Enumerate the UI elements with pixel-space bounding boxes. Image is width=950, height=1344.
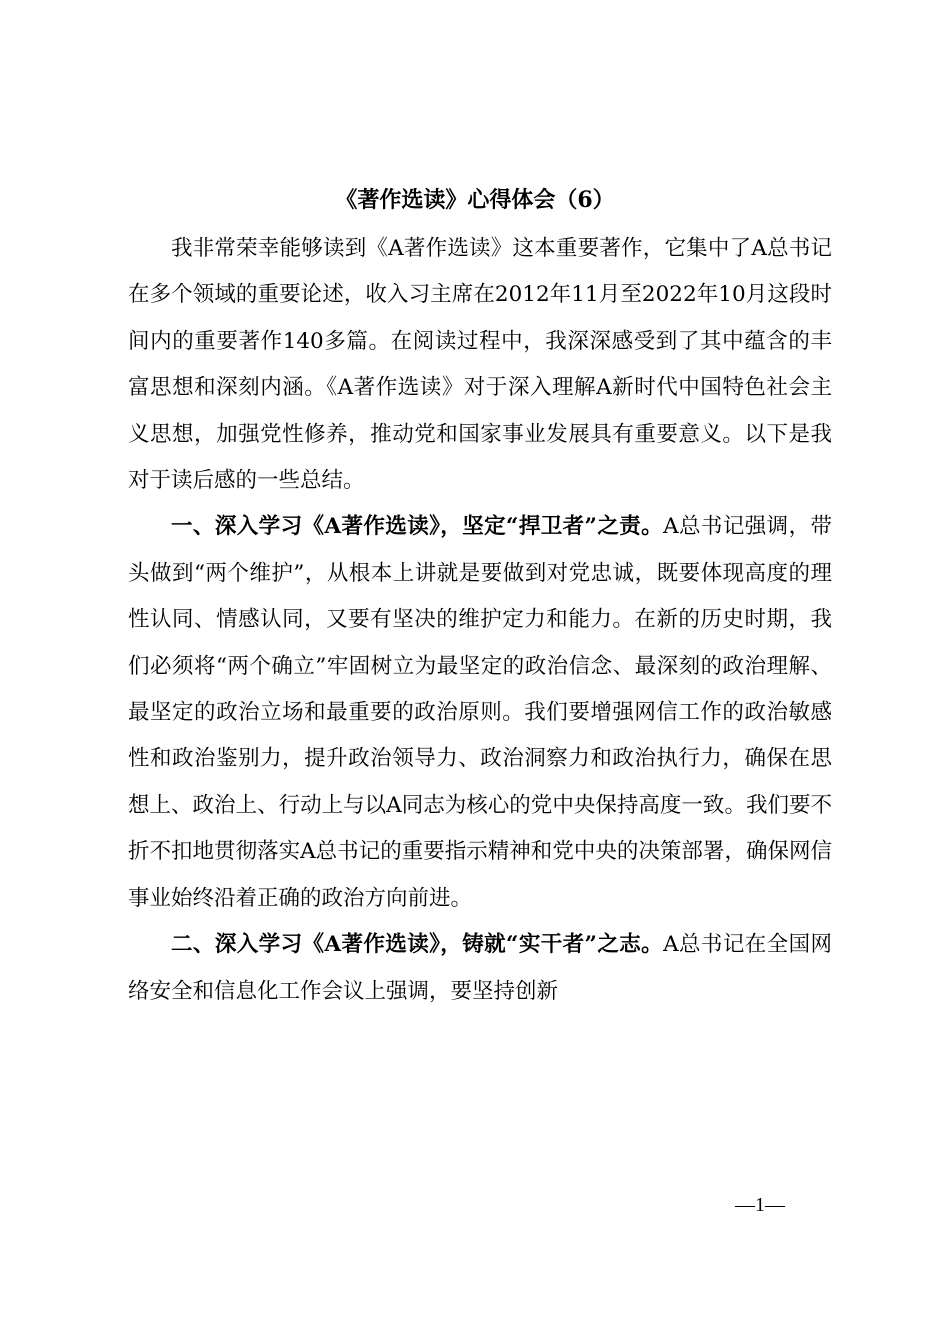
paragraph-text: A总书记强调，带头做到“两个维护”，从根本上讲就是要做到对党忠诚，既要体现高度的理性认同、情感认同，又要有坚决的维护定力和能力。在新的历史时期，我们必须将“两个确立”牢固树立为最坚定的政治信念、最深刻的政治理解、最坚定的政治立场和最重要的政治原则。我们要增强网信工作的政治敏感性和政治鉴别力，提升政治领导力、政治洞察力和政治执行力，确保在思想上、政治上、行动上与以A同志为核心的党中央保持高度一致。我们要不折不扣地贯彻落实A总书记的重要指示精神和党中央的决策部署，确保网信事业始终沿着正确的政治方向前进。	[128, 514, 832, 911]
document-body	[128, 226, 832, 1015]
section-1-heading: 一、深入学习《A著作选读》，坚定“捍卫者”之责。	[171, 514, 664, 540]
section-2-heading: 二、深入学习《A著作选读》，铸就“实干者”之志。	[171, 932, 664, 958]
paragraph-text: A总书记在全国网络安全和信息化工作会议上强调，要坚持创新	[128, 932, 832, 1004]
page-number: —1—	[735, 1194, 785, 1216]
paragraph-section-1	[128, 504, 832, 922]
paragraph-intro	[128, 226, 832, 504]
document-title: 《著作选读》心得体会（6）	[335, 187, 615, 213]
paragraph-section-2	[128, 922, 832, 1015]
paragraph-text: 我非常荣幸能够读到《A著作选读》这本重要著作，它集中了A总书记在多个领域的重要论述，收入习主席在2012年11月至2022年10月这段时间内的重要著作140多篇。在阅读过程中，我深深感受到了其中蕴含的丰富思想和深刻内涵。《A著作选读》对于深入理解A新时代中国特色社会主义思想，加强党性修养，推动党和国家事业发展具有重要意义。以下是我对于读后感的一些总结。	[128, 236, 832, 494]
